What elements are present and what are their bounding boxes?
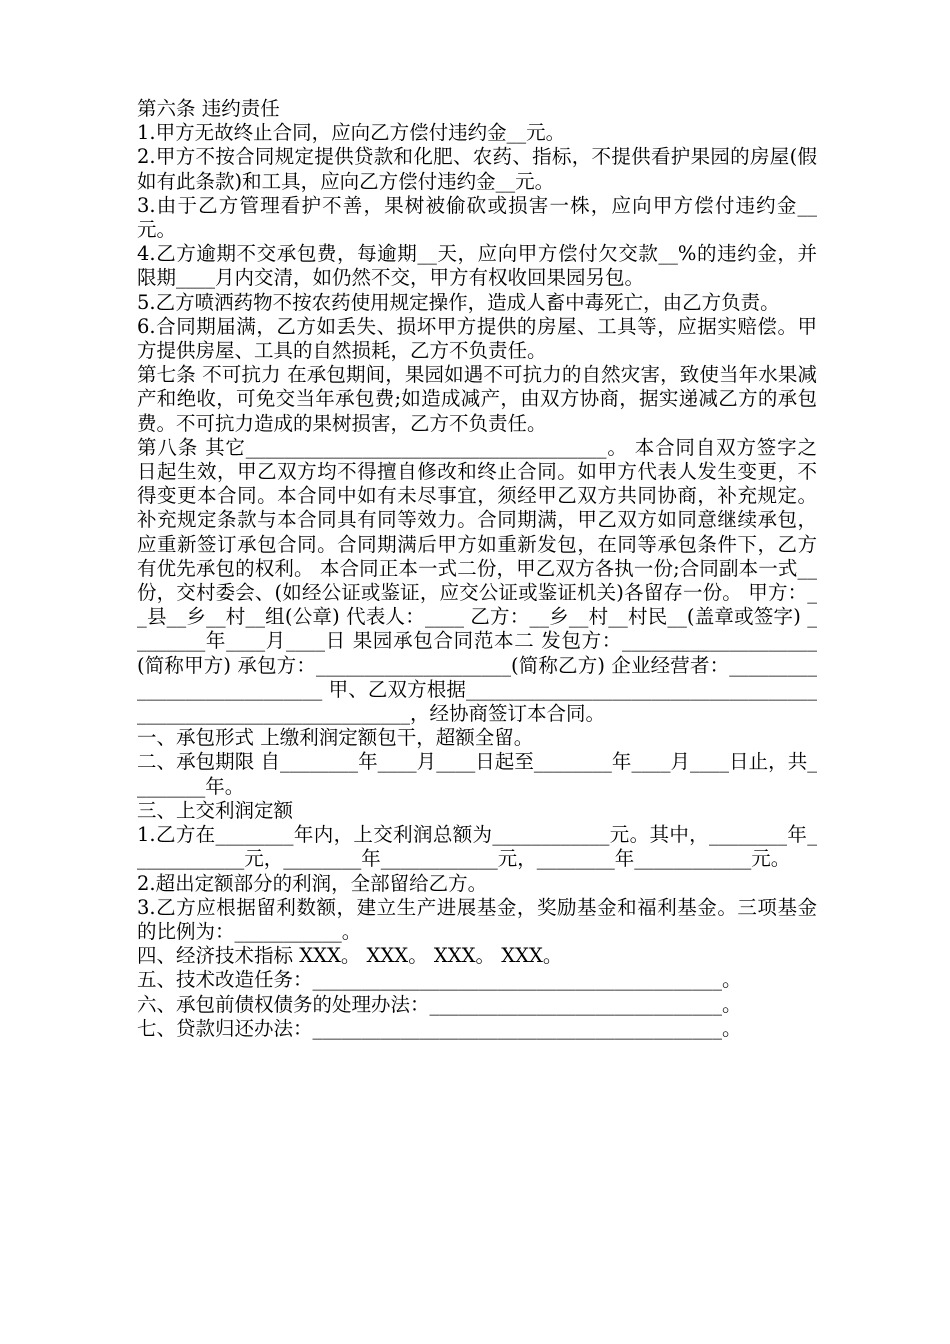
clause-6-2: 2.甲方不按合同规定提供贷款和化肥、农药、指标，不提供看护果园的房屋(假如有此条款)和工具，应向乙方偿付违约金__元。: [137, 145, 817, 193]
clause-3-2: 2.超出定额部分的利润，全部留给乙方。: [137, 871, 488, 895]
section-7-loan-repayment: 七、贷款归还办法：__________________________________________。: [137, 1016, 742, 1040]
section-2-contract-period: 二、承包期限 自________年____月____日起至________年____月____日止，共________年。: [137, 750, 817, 798]
section-4-technical-indicators: 四、经济技术指标 XXX。 XXX。 XXX。 XXX。: [137, 944, 563, 968]
clause-6-6: 6.合同期届满，乙方如丢失、损坏甲方提供的房屋、工具等，应据实赔偿。甲方提供房屋、工具的自然损耗，乙方不负责任。: [137, 314, 817, 363]
section-1-contract-form: 一、承包形式 上缴利润定额包干，超额全留。: [137, 726, 534, 750]
clause-6-5: 5.乙方喷洒药物不按农药使用规定操作，造成人畜中毒死亡，由乙方负责。: [137, 290, 780, 314]
section-5-technical-upgrade: 五、技术改造任务：__________________________________________。: [137, 968, 742, 992]
section-3-profit-quota: 三、上交利润定额: [137, 798, 294, 822]
article-6-heading: 第六条 违约责任: [137, 97, 280, 120]
section-6-debt-handling: 六、承包前债权债务的处理办法：______________________________。: [137, 992, 742, 1016]
clause-3-1: 1.乙方在________年内，上交利润总额为____________元。其中，________年____________元，________年____________元，________年____________元。: [137, 823, 817, 871]
clause-6-4: 4.乙方逾期不交承包费，每逾期__天，应向甲方偿付欠交款__%的违约金，并限期____月内交清，如仍然不交，甲方有权收回果园另包。: [137, 242, 817, 290]
clause-3-3: 3.乙方应根据留利数额，建立生产进展基金，奖励基金和福利基金。三项基金的比例为：___________。: [137, 895, 817, 943]
article-8-other-and-contract-two-header: 第八条 其它_____________________________________。 本合同自双方签字之日起生效，甲乙双方均不得擅自修改和终止合同。如甲方代表人发生变更，不得变更本合同。本合同中如有未尽事宜，须经甲乙双方共同协商，补充规定。补充规定条款与本合同具有同等效力。合同期满，甲乙双方如同意继续承包，应重新签订承包合同。合同期满后甲方如重新发包，在同等承包条件下，乙方有优先承包的权利。 本合同正本一式二份，甲乙双方各执一份;合同副本一式__份，交村委会、(如经公证或鉴证，应交公证或鉴证机关)各留存一份。 甲方：__县__乡__村__组(公章) 代表人：____ 乙方：__乡__村__村民__(盖章或签字) ________年____月____日 果园承包合同范本二 发包方：____________________(简称甲方) 承包方：____________________(简称乙方) 企业经营者：____________________________ 甲、乙双方根据________________________________________________________________，经协商签订本合同。: [137, 435, 817, 726]
contract-document: [137, 97, 817, 1041]
article-7-force-majeure: 第七条 不可抗力 在承包期间，果园如遇不可抗力的自然灾害，致使当年水果减产和绝收，可免交当年承包费;如造成减产，由双方协商，据实递减乙方的承包费。不可抗力造成的果树损害，乙方不负责任。: [137, 363, 817, 435]
clause-6-3: 3.由于乙方管理看护不善，果树被偷砍或损害一株，应向甲方偿付违约金__元。: [137, 193, 817, 242]
clause-6-1: 1.甲方无故终止合同，应向乙方偿付违约金__元。: [137, 121, 566, 145]
